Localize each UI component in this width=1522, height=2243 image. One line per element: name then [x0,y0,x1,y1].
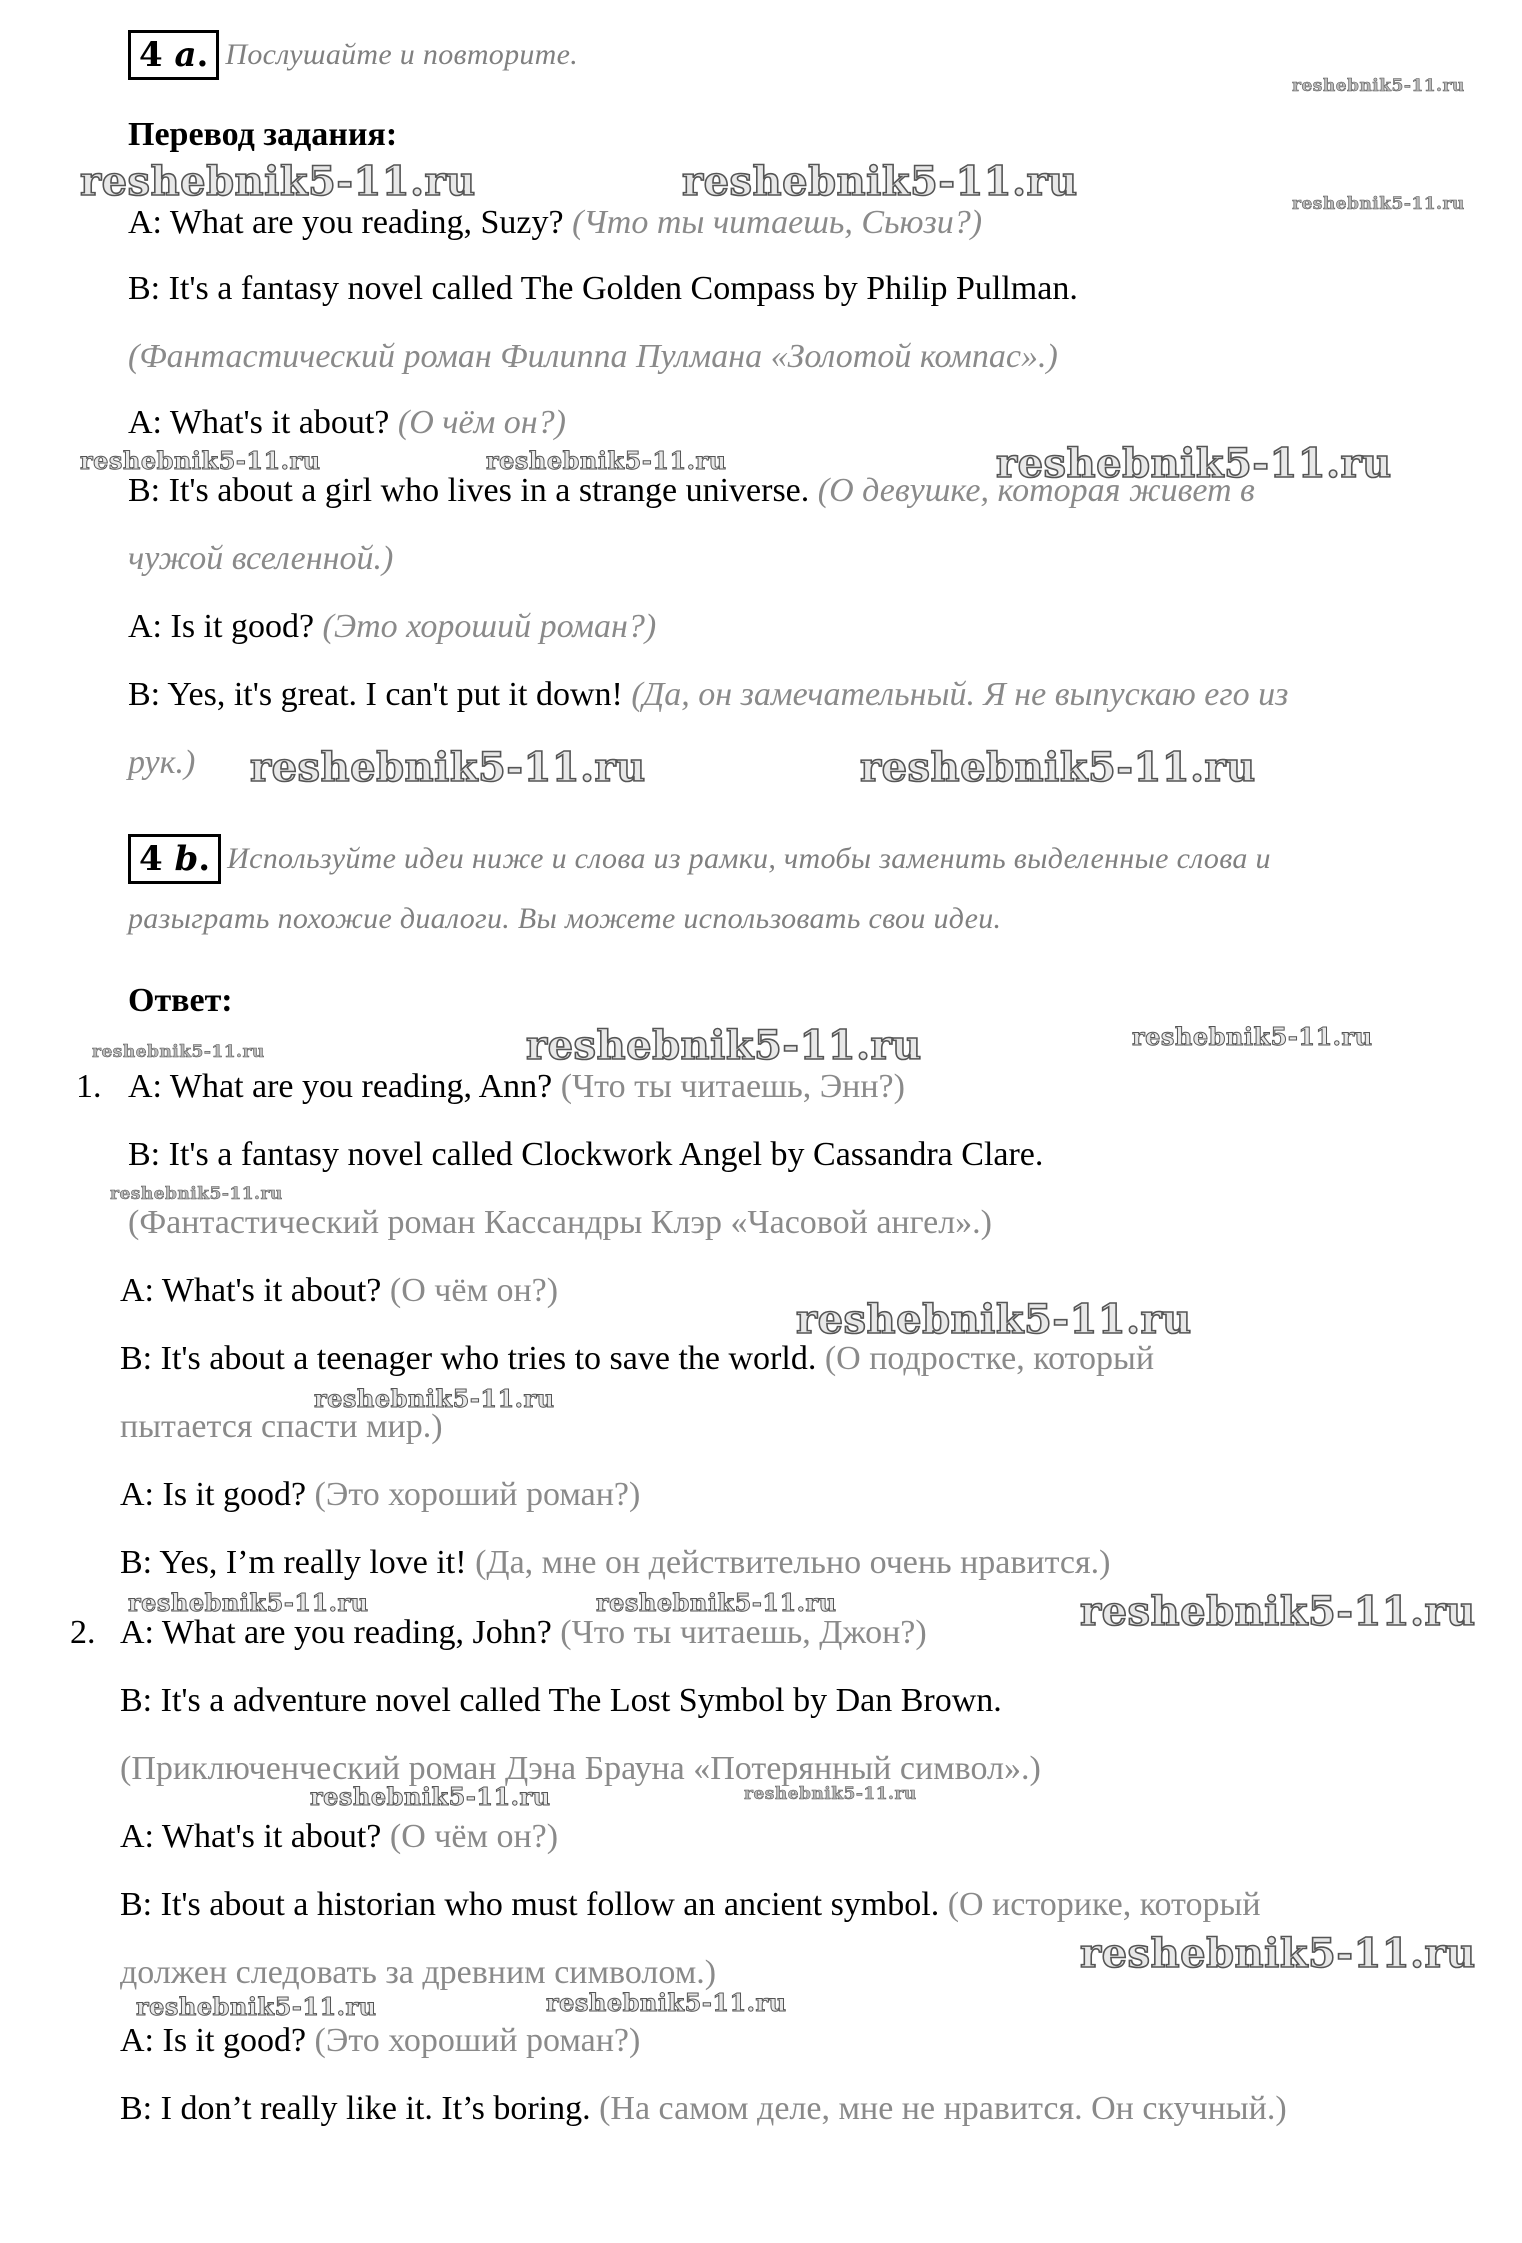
watermark: reshebnik5-11.ru [250,744,646,791]
translation-heading: Перевод задания: [128,116,398,153]
answer-1-line-2: B: It's a fantasy novel called Clockwork Angel by Cassandra Clare. [128,1136,1044,1173]
answer-1-line-6: B: Yes, I’m really love it! (Да, мне он действительно очень нравится.) [120,1544,1111,1581]
task-4a-header [128,30,578,80]
watermark: reshebnik5-11.ru [526,1022,922,1069]
watermark: reshebnik5-11.ru [682,158,1078,205]
task-4a-label: 4 a. [128,30,219,80]
task-4b-header [128,834,1271,884]
watermark: reshebnik5-11.ru [1080,1930,1476,1977]
answer-2-line-4: B: It's about a historian who must follow an ancient symbol. (О историке, который [120,1886,1261,1923]
answer-2-line-5: A: Is it good? (Это хороший роман?) [120,2022,641,2059]
answer-1-line-4-translation-cont: пытается спасти мир.) [120,1408,443,1445]
answer-1-line-2-translation: (Фантастический роман Кассандры Клэр «Часовой ангел».) [128,1204,992,1241]
dialogue-a-line-3: A: What's it about? (О чём он?) [128,404,566,441]
answer-2-line-2-translation: (Приключенческий роман Дэна Брауна «Потерянный символ».) [120,1750,1041,1787]
answer-2-line-1: A: What are you reading, John? (Что ты читаешь, Джон?) [120,1614,927,1651]
task-4a-instruction: Послушайте и повторите. [225,38,579,71]
watermark: reshebnik5-11.ru [136,1992,377,2021]
dialogue-a-line-4-translation-cont: чужой вселенной.) [128,540,394,577]
watermark: reshebnik5-11.ru [1292,76,1465,96]
watermark: reshebnik5-11.ru [486,446,727,475]
watermark: reshebnik5-11.ru [996,440,1392,487]
watermark: reshebnik5-11.ru [80,446,321,475]
dialogue-a-line-6: B: Yes, it's great. I can't put it down! (Да, он замечательный. Я не выпускаю его из [128,676,1289,713]
watermark: reshebnik5-11.ru [92,1042,265,1062]
answer-2-line-2: B: It's a adventure novel called The Lost Symbol by Dan Brown. [120,1682,1002,1719]
answer-2-line-4-translation-cont: должен следовать за древним символом.) [120,1954,717,1991]
answer-1-line-1: A: What are you reading, Ann? (Что ты читаешь, Энн?) [128,1068,905,1105]
answer-heading: Ответ: [128,982,233,1019]
watermark: reshebnik5-11.ru [860,744,1256,791]
task-4b-label: 4 b. [128,834,221,884]
answer-1-number: 1. [76,1068,102,1105]
answer-1-line-3: A: What's it about? (О чём он?) [120,1272,559,1309]
watermark: reshebnik5-11.ru [596,1588,837,1617]
answer-2-number: 2. [70,1614,96,1651]
dialogue-a-line-2-translation: (Фантастический роман Филиппа Пулмана «Золотой компас».) [128,338,1058,375]
task-4b-instruction-line-1: Используйте идеи ниже и слова из рамки, чтобы заменить выделенные слова и [227,842,1271,875]
watermark: reshebnik5-11.ru [80,158,476,205]
watermark: reshebnik5-11.ru [314,1384,555,1413]
watermark: reshebnik5-11.ru [744,1784,917,1804]
watermark: reshebnik5-11.ru [310,1782,551,1811]
dialogue-a-line-6-translation-cont: рук.) [128,744,196,781]
answer-1-line-4: B: It's about a teenager who tries to save the world. (О подростке, который [120,1340,1155,1377]
answer-2-line-6: B: I don’t really like it. It’s boring. (На самом деле, мне не нравится. Он скучный.) [120,2090,1287,2127]
watermark: reshebnik5-11.ru [128,1588,369,1617]
dialogue-a-line-4: B: It's about a girl who lives in a strange universe. (О девушке, которая живет в [128,472,1255,509]
dialogue-a-line-1: A: What are you reading, Suzy? (Что ты читаешь, Сьюзи?) [128,204,983,241]
task-4b-instruction-line-2: разыграть похожие диалоги. Вы можете использовать свои идеи. [128,902,1002,935]
answer-1-line-5: A: Is it good? (Это хороший роман?) [120,1476,641,1513]
watermark: reshebnik5-11.ru [1292,194,1465,214]
watermark: reshebnik5-11.ru [1080,1588,1476,1635]
dialogue-a-line-5: A: Is it good? (Это хороший роман?) [128,608,657,645]
watermark: reshebnik5-11.ru [546,1988,787,2017]
answer-2-line-3: A: What's it about? (О чём он?) [120,1818,559,1855]
watermark: reshebnik5-11.ru [796,1296,1192,1343]
watermark: reshebnik5-11.ru [110,1184,283,1204]
watermark: reshebnik5-11.ru [1132,1022,1373,1051]
dialogue-a-line-2: B: It's a fantasy novel called The Golden Compass by Philip Pullman. [128,270,1078,307]
